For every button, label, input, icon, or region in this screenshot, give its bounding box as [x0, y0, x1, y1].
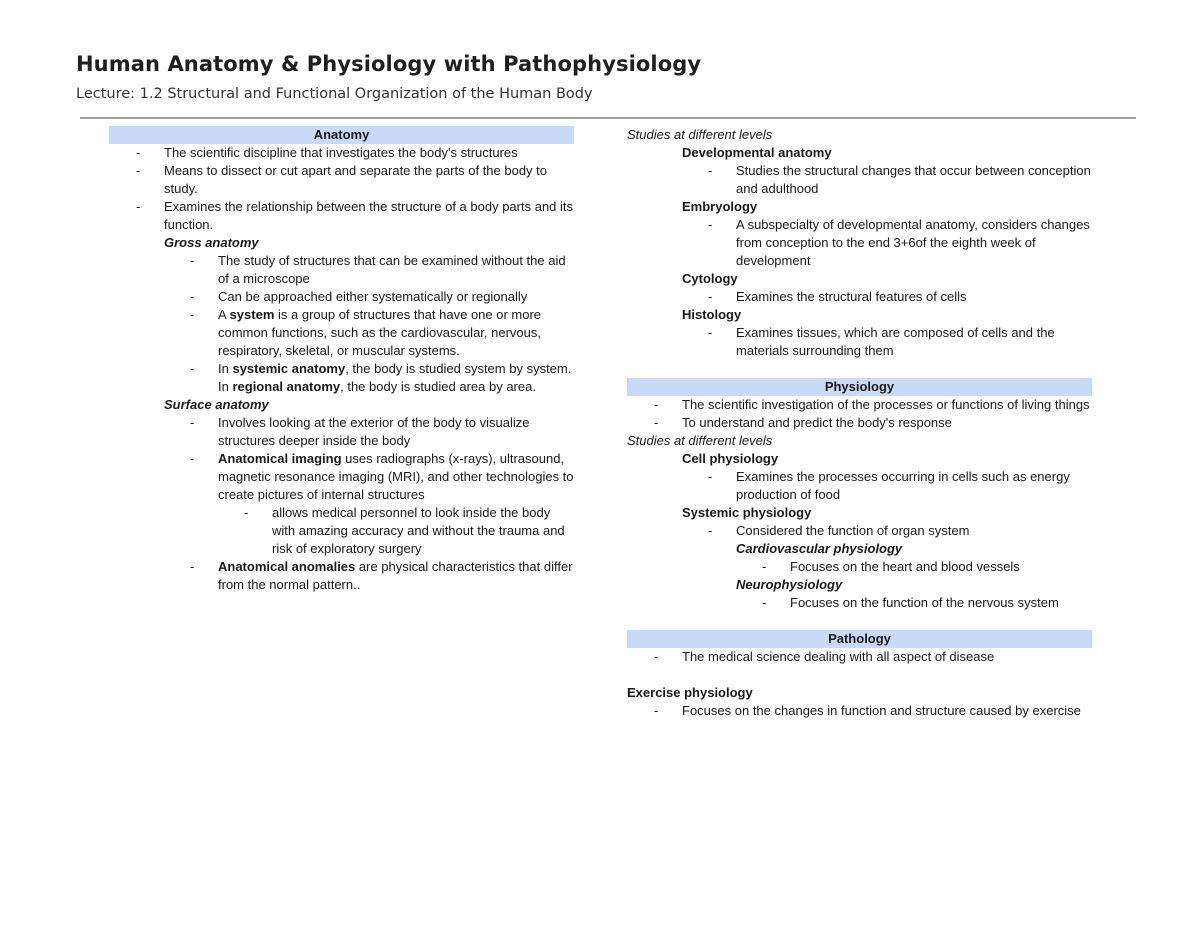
neurophysiology-heading: Neurophysiology: [736, 577, 843, 592]
physiology-bullet-1: The scientific investigation of the processes or functions of living things: [682, 397, 1090, 412]
gross-bullet-1: The study of structures that can be examined without the aid of a microscope: [218, 253, 566, 286]
right-column: [627, 126, 1092, 720]
list-item: [627, 702, 1092, 720]
physiology-header: Physiology: [627, 378, 1092, 396]
bullet-dash: -: [654, 703, 659, 718]
list-item: [109, 144, 574, 162]
embryology-heading: Embryology: [682, 199, 758, 214]
systemic-physiology-heading: Systemic physiology: [682, 505, 812, 520]
gross-bullet-3-pre: A: [218, 307, 230, 322]
spacer: [627, 666, 1092, 684]
systemic-physiology-bullet: Considered the function of organ system: [736, 523, 970, 538]
anatomy-bullet-3: Examines the relationship between the structure of a body parts and its function.: [164, 199, 574, 232]
bullet-dash: -: [762, 595, 767, 610]
cardiovascular-bullet: Focuses on the heart and blood vessels: [790, 559, 1020, 574]
list-item: [109, 252, 574, 288]
histology-bullet: Examines tissues, which are composed of cells and the materials surrounding them: [736, 325, 1055, 358]
bullet-dash: -: [654, 415, 659, 430]
bullet-dash: -: [762, 559, 767, 574]
gross-anatomy-heading: Gross anatomy: [164, 235, 259, 250]
bullet-dash: -: [190, 451, 195, 466]
gross-bullet-4-term-1: systemic anatomy: [232, 361, 346, 376]
bullet-dash: -: [136, 145, 141, 160]
pathology-header: Pathology: [627, 630, 1092, 648]
bullet-dash: -: [708, 163, 713, 178]
levels-heading: Studies at different levels: [627, 127, 773, 142]
list-item: [109, 198, 574, 234]
list-item: [109, 306, 574, 360]
exercise-bullet: Focuses on the changes in function and structure caused by exercise: [682, 703, 1081, 718]
surface-bullet-3-post: are physical characteristics that differ from the normal pattern..: [218, 559, 573, 592]
list-item: [627, 324, 1092, 360]
spacer: [627, 360, 1092, 378]
gross-bullet-3-term: system: [229, 307, 275, 322]
bullet-dash: -: [136, 163, 141, 178]
surface-sub-bullet: allows medical personnel to look inside the body with amazing accuracy and without the trauma and risk of exploratory surgery: [272, 505, 565, 556]
physiology-bullet-2: To understand and predict the body's response: [682, 415, 952, 430]
gross-bullet-4-term-2: regional anatomy: [232, 379, 341, 394]
neurophysiology-bullet: Focuses on the function of the nervous system: [790, 595, 1059, 610]
bullet-dash: -: [708, 217, 713, 232]
bullet-dash: -: [190, 361, 195, 376]
list-item: [109, 450, 574, 504]
list-item: [627, 414, 1092, 432]
bullet-dash: -: [708, 289, 713, 304]
histology-heading: Histology: [682, 307, 742, 322]
surface-bullet-3-term: Anatomical anomalies: [218, 559, 356, 574]
list-item: [627, 558, 1092, 576]
list-item: [627, 288, 1092, 306]
title-divider: [80, 117, 1136, 119]
bullet-dash: -: [190, 289, 195, 304]
surface-bullet-2-post: uses radiographs (x-rays), ultrasound, magnetic resonance imaging (MRI), and other technologies to create pictures of internal structures: [218, 451, 574, 502]
list-item: [627, 216, 1092, 270]
list-item: [109, 504, 574, 558]
list-item: [627, 522, 1092, 540]
list-item: [109, 288, 574, 306]
gross-bullet-4-pre: In: [218, 361, 233, 376]
bullet-dash: -: [654, 649, 659, 664]
bullet-dash: -: [190, 253, 195, 268]
surface-bullet-1: Involves looking at the exterior of the body to visualize structures deeper inside the body: [218, 415, 530, 448]
anatomy-header: Anatomy: [109, 126, 574, 144]
embryology-bullet: A subspecialty of developmental anatomy, considers changes from conception to the end 3+6of the eighth week of development: [736, 217, 1090, 268]
bullet-dash: -: [708, 325, 713, 340]
cardiovascular-physiology-heading: Cardiovascular physiology: [736, 541, 903, 556]
bullet-dash: -: [136, 199, 141, 214]
gross-bullet-2: Can be approached either systematically or regionally: [218, 289, 528, 304]
surface-bullet-2-term: Anatomical imaging: [218, 451, 342, 466]
bullet-dash: -: [708, 523, 713, 538]
physiology-levels-heading: Studies at different levels: [627, 433, 773, 448]
bullet-dash: -: [190, 559, 195, 574]
list-item: [627, 468, 1092, 504]
spacer: [627, 612, 1092, 630]
list-item: [627, 162, 1092, 198]
left-column: [109, 126, 574, 594]
list-item: [109, 162, 574, 198]
gross-bullet-3-post: is a group of structures that have one or more common functions, such as the cardiovascular, nervous, respiratory, skeletal, or muscular systems.: [218, 307, 542, 358]
exercise-physiology-heading: Exercise physiology: [627, 685, 753, 700]
list-item: [627, 594, 1092, 612]
developmental-bullet: Studies the structural changes that occur between conception and adulthood: [736, 163, 1091, 196]
list-item: [109, 414, 574, 450]
cell-physiology-bullet: Examines the processes occurring in cells such as energy production of food: [736, 469, 1070, 502]
list-item: [627, 648, 1092, 666]
list-item: [627, 396, 1092, 414]
bullet-dash: -: [708, 469, 713, 484]
list-item: [109, 558, 574, 594]
page-title: Human Anatomy & Physiology with Pathophysiology: [76, 52, 702, 76]
pathology-bullet: The medical science dealing with all aspect of disease: [682, 649, 995, 664]
bullet-dash: -: [244, 505, 249, 520]
developmental-anatomy-heading: Developmental anatomy: [682, 145, 832, 160]
list-item: [109, 360, 574, 396]
anatomy-bullet-1: The scientific discipline that investigates the body's structures: [164, 145, 518, 160]
cytology-bullet: Examines the structural features of cells: [736, 289, 967, 304]
bullet-dash: -: [190, 415, 195, 430]
bullet-dash: -: [190, 307, 195, 322]
gross-bullet-4-mid: , the body is studied system by system. In: [218, 361, 572, 394]
surface-anatomy-heading: Surface anatomy: [164, 397, 269, 412]
anatomy-bullet-2: Means to dissect or cut apart and separate the parts of the body to study.: [164, 163, 548, 196]
gross-bullet-4-post: , the body is studied area by area.: [340, 379, 536, 394]
cytology-heading: Cytology: [682, 271, 738, 286]
page-subtitle: Lecture: 1.2 Structural and Functional Organization of the Human Body: [76, 86, 593, 102]
cell-physiology-heading: Cell physiology: [682, 451, 779, 466]
bullet-dash: -: [654, 397, 659, 412]
